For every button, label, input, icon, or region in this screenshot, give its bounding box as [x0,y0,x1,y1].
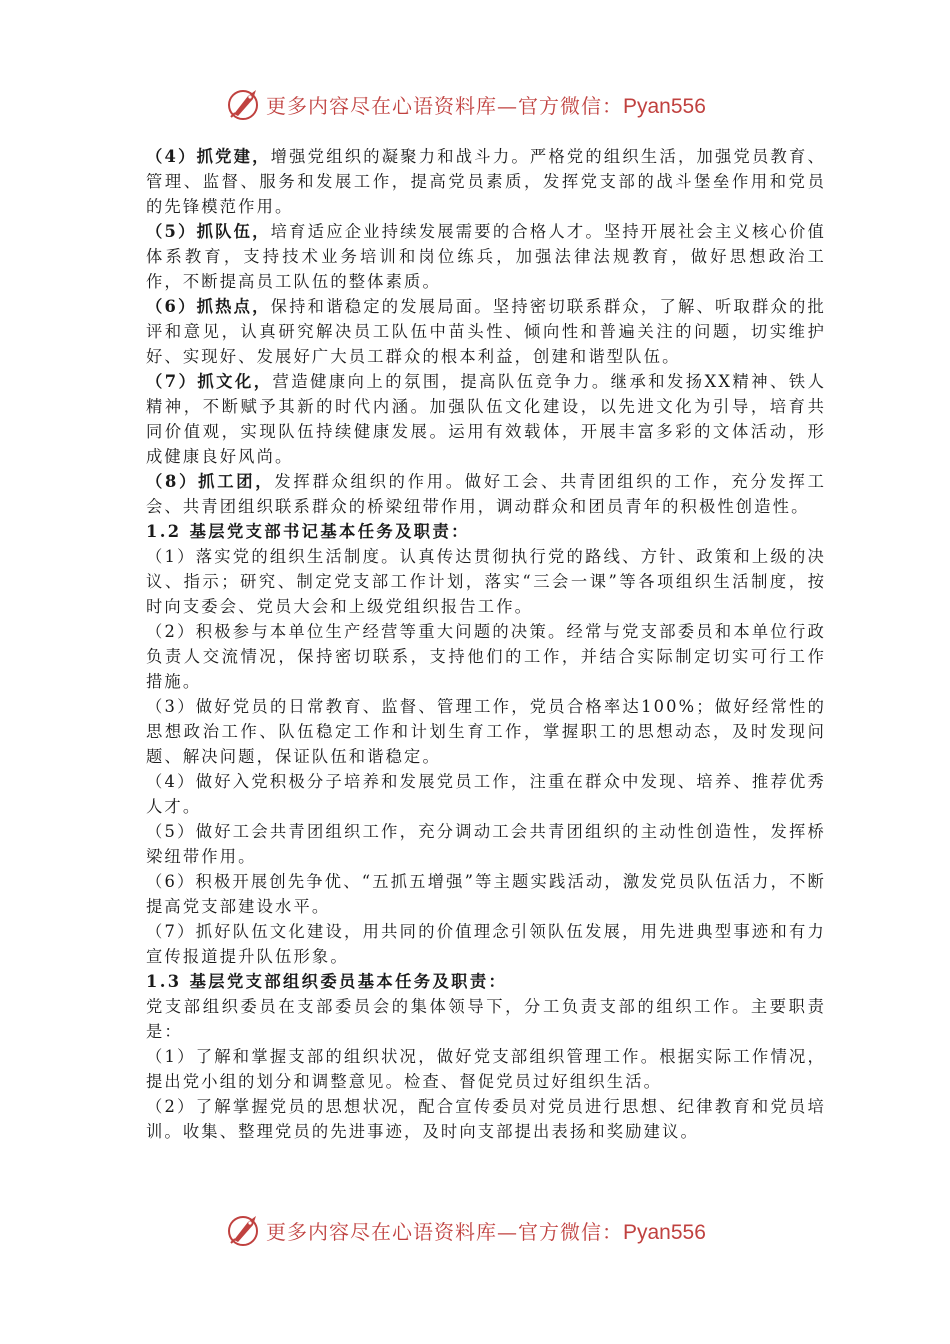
wechat-id: Pyan556 [623,94,706,118]
pen-nib-logo-icon [226,1212,262,1248]
footer-banner [226,1212,726,1248]
heading-1-3: 1.3 基层党支部组织委员基本任务及职责： [146,972,508,991]
paragraph-unions: （8）抓工团，发挥群众组织的作用。做好工会、共青团组织的工作，充分发挥工会、共青团组织联系群众的桥梁纽带作用，调动群众和团员青年的积极性创造性。 [146,472,826,516]
list-item: （5）做好工会共青团组织工作，充分调动工会共青团组织的主动性创造性，发挥桥梁纽带作用。 [146,822,826,866]
list-item: （7）抓好队伍文化建设，用共同的价值理念引领队伍发展，用先进典型事迹和有力宣传报道提升队伍形象。 [146,922,826,966]
pen-nib-logo-icon [226,86,262,122]
list-item: （1）落实党的组织生活制度。认真传达贯彻执行党的路线、方针、政策和上级的决议、指示；研究、制定党支部工作计划，落实“三会一课”等各项组织生活制度，按时向支委会、党员大会和上级党组织报告工作。 [146,547,826,616]
document-body [146,144,826,1144]
paragraph-team: （5）抓队伍，培育适应企业持续发展需要的合格人才。坚持开展社会主义核心价值体系教育，支持技术业务培训和岗位练兵，加强法律法规教育，做好思想政治工作，不断提高员工队伍的整体素质。 [146,222,826,291]
header-banner [226,86,726,122]
list-item: （2）积极参与本单位生产经营等重大问题的决策。经常与党支部委员和本单位行政负责人交流情况，保持密切联系，支持他们的工作，并结合实际制定切实可行工作措施。 [146,622,826,691]
wechat-id: Pyan556 [623,1220,706,1244]
list-item: （6）积极开展创先争优、“五抓五增强”等主题实践活动，激发党员队伍活力，不断提高党支部建设水平。 [146,872,826,916]
heading-1-2: 1.2 基层党支部书记基本任务及职责： [146,522,470,541]
banner-text: 更多内容尽在心语资料库—官方微信：Pyan556 [266,93,706,118]
section-intro: 党支部组织委员在支部委员会的集体领导下，分工负责支部的组织工作。主要职责是： [146,997,826,1041]
list-item: （3）做好党员的日常教育、监督、管理工作，党员合格率达100%；做好经常性的思想政治工作、队伍稳定工作和计划生育工作，掌握职工的思想动态，及时发现问题、解决问题，保证队伍和谐稳定。 [146,697,826,766]
paragraph-hotspot: （6）抓热点，保持和谐稳定的发展局面。坚持密切联系群众，了解、听取群众的批评和意见，认真研究解决员工队伍中苗头性、倾向性和普遍关注的问题，切实维护好、实现好、发展好广大员工群众的根本利益，创建和谐型队伍。 [146,297,826,366]
paragraph-culture: （7）抓文化，营造健康向上的氛围，提高队伍竞争力。继承和发扬XX精神、铁人精神，不断赋予其新的时代内涵。加强队伍文化建设，以先进文化为引导，培育共同价值观，实现队伍持续健康发展。运用有效载体，开展丰富多彩的文体活动，形成健康良好风尚。 [146,372,826,466]
list-item: （2）了解掌握党员的思想状况，配合宣传委员对党员进行思想、纪律教育和党员培训。收集、整理党员的先进事迹，及时向支部提出表扬和奖励建议。 [146,1097,826,1141]
list-item: （4）做好入党积极分子培养和发展党员工作，注重在群众中发现、培养、推荐优秀人才。 [146,772,826,816]
banner-text: 更多内容尽在心语资料库—官方微信：Pyan556 [266,1219,706,1244]
paragraph-party-building: （4）抓党建，增强党组织的凝聚力和战斗力。严格党的组织生活，加强党员教育、管理、监督、服务和发展工作，提高党员素质，发挥党支部的战斗堡垒作用和党员的先锋模范作用。 [146,147,826,216]
list-item: （1）了解和掌握支部的组织状况，做好党支部组织管理工作。根据实际工作情况，提出党小组的划分和调整意见。检查、督促党员过好组织生活。 [146,1047,826,1091]
